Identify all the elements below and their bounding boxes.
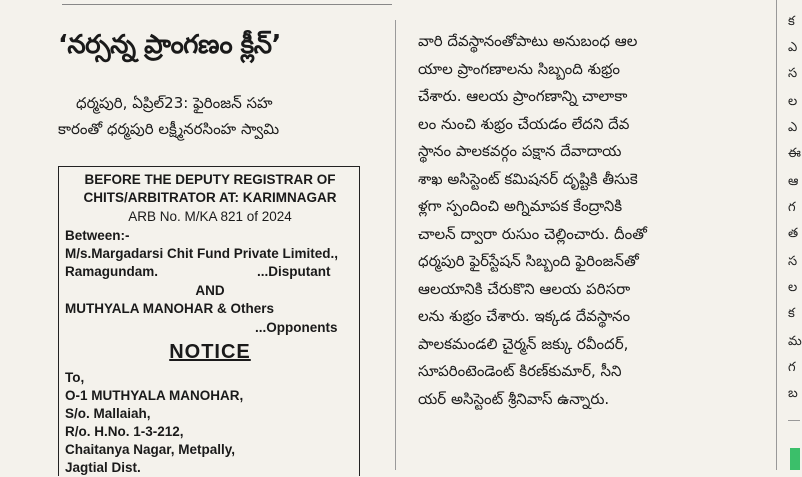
edge-fragment: ఈ [788, 146, 801, 161]
article-headline: ‘నర్సన్న ప్రాంగణం క్లీన్’ [58, 30, 281, 60]
legal-notice-box [58, 166, 360, 476]
edge-fragment: గ [788, 360, 796, 375]
notice-address-line-2: S/o. Mallaiah, [65, 406, 151, 421]
notice-heading-line-2: CHITS/ARBITRATOR AT: KARIMNAGAR [83, 190, 337, 205]
notice-between: Between:- [65, 228, 130, 243]
article-body [418, 28, 766, 413]
article-line: చేశారు. ఆలయ ప్రాంగణాన్ని చాలాకా [418, 87, 628, 105]
edge-fragment: స [788, 254, 798, 269]
edge-fragment: ఎ [788, 120, 798, 135]
edge-fragment: ల [788, 280, 798, 295]
notice-party-1-place: Ramagundam. [65, 264, 159, 279]
notice-address-line-5: Jagtial Dist. [65, 460, 141, 475]
article-line: శాఖ అసిస్టెంట్ కమిషనర్ దృష్టికి తీసుకె [418, 169, 638, 188]
edge-fragment: బ [788, 386, 798, 401]
article-line: లను శుభ్రం చేశారు. ఇక్కడ దేవస్థానం [418, 307, 631, 325]
notice-to: To, [65, 370, 85, 385]
notice-party-1-role: ...Disputant [257, 264, 331, 279]
edge-fragment: త [788, 226, 799, 241]
notice-party-1: M/s.Margadarsi Chit Fund Private Limited., [65, 246, 339, 261]
article-line: చాలన్ ద్వారా రుసుం చెల్లించారు. దీంతో [418, 224, 647, 243]
article-line: సూపరింటెండెంట్ కిరణ్‌కుమార్, సీని [418, 362, 622, 380]
article-line: ఆలయానికి చేరుకొని ఆలయ పరిసరా [418, 279, 631, 298]
notice-address-line-4: Chaitanya Nagar, Metpally, [65, 442, 236, 457]
notice-address-line-1: O-1 MUTHYALA MANOHAR, [65, 388, 244, 403]
article-line: యాల ప్రాంగణాలను సిబ్బంది శుభ్రం [418, 59, 620, 78]
notice-party-2-role: ...Opponents [255, 320, 338, 335]
notice-arb-number: ARB No. M/KA 821 of 2024 [128, 209, 292, 224]
article-line: ళ్లగా స్పందించి అగ్నిమాపక కేంద్రానికి [418, 197, 623, 215]
article-line: ధర్మపురి ఫైర్‌స్టేషన్ సిబ్బంది ఫైరింజన్‌తో [418, 252, 639, 270]
edge-color-block [790, 448, 800, 470]
dateline-line-1: ధర్మపురి, ఏప్రిల్23: ఫైరింజన్ సహ [76, 94, 273, 112]
adjacent-column-rule [776, 0, 777, 470]
notice-address-line-3: R/o. H.No. 1-3-212, [65, 424, 184, 439]
article-line: స్థానం పాలకవర్గం పక్షాన దేవాదాయ [418, 142, 622, 160]
notice-heading-line-1: BEFORE THE DEPUTY REGISTRAR OF [84, 172, 336, 187]
edge-fragment: ఆ [788, 174, 799, 189]
notice-and: AND [195, 283, 225, 298]
edge-fragment: క [788, 14, 795, 29]
article-line: లం నుంచి శుభ్రం చేయడం లేదని దేవ [418, 114, 630, 133]
edge-fragment: మ [788, 334, 802, 349]
article-line: యర్ అసిస్టెంట్ శ్రీనివాస్ ఉన్నారు. [418, 389, 610, 408]
dateline-line-2: కారంతో ధర్మపురి లక్ష్మీనరసింహ స్వామి [58, 120, 280, 138]
left-column [58, 0, 364, 475]
article-dateline [58, 90, 364, 142]
column-divider [395, 20, 396, 470]
notice-title: NOTICE [169, 341, 251, 363]
edge-fragment: గ [788, 200, 796, 215]
right-column [418, 0, 766, 470]
edge-fragment: క [788, 306, 795, 321]
edge-fragment: ఎ [788, 40, 798, 55]
edge-divider [788, 420, 800, 421]
edge-fragment: ల [788, 94, 798, 109]
edge-fragment: స [788, 66, 798, 81]
article-line: పాలకమండలి చైర్మన్ జక్కు రవీందర్, [418, 334, 629, 353]
notice-party-2: MUTHYALA MANOHAR & Others [65, 301, 275, 316]
article-line: వారి దేవస్థానంతోపాటు అనుబంధ ఆల [418, 32, 638, 50]
